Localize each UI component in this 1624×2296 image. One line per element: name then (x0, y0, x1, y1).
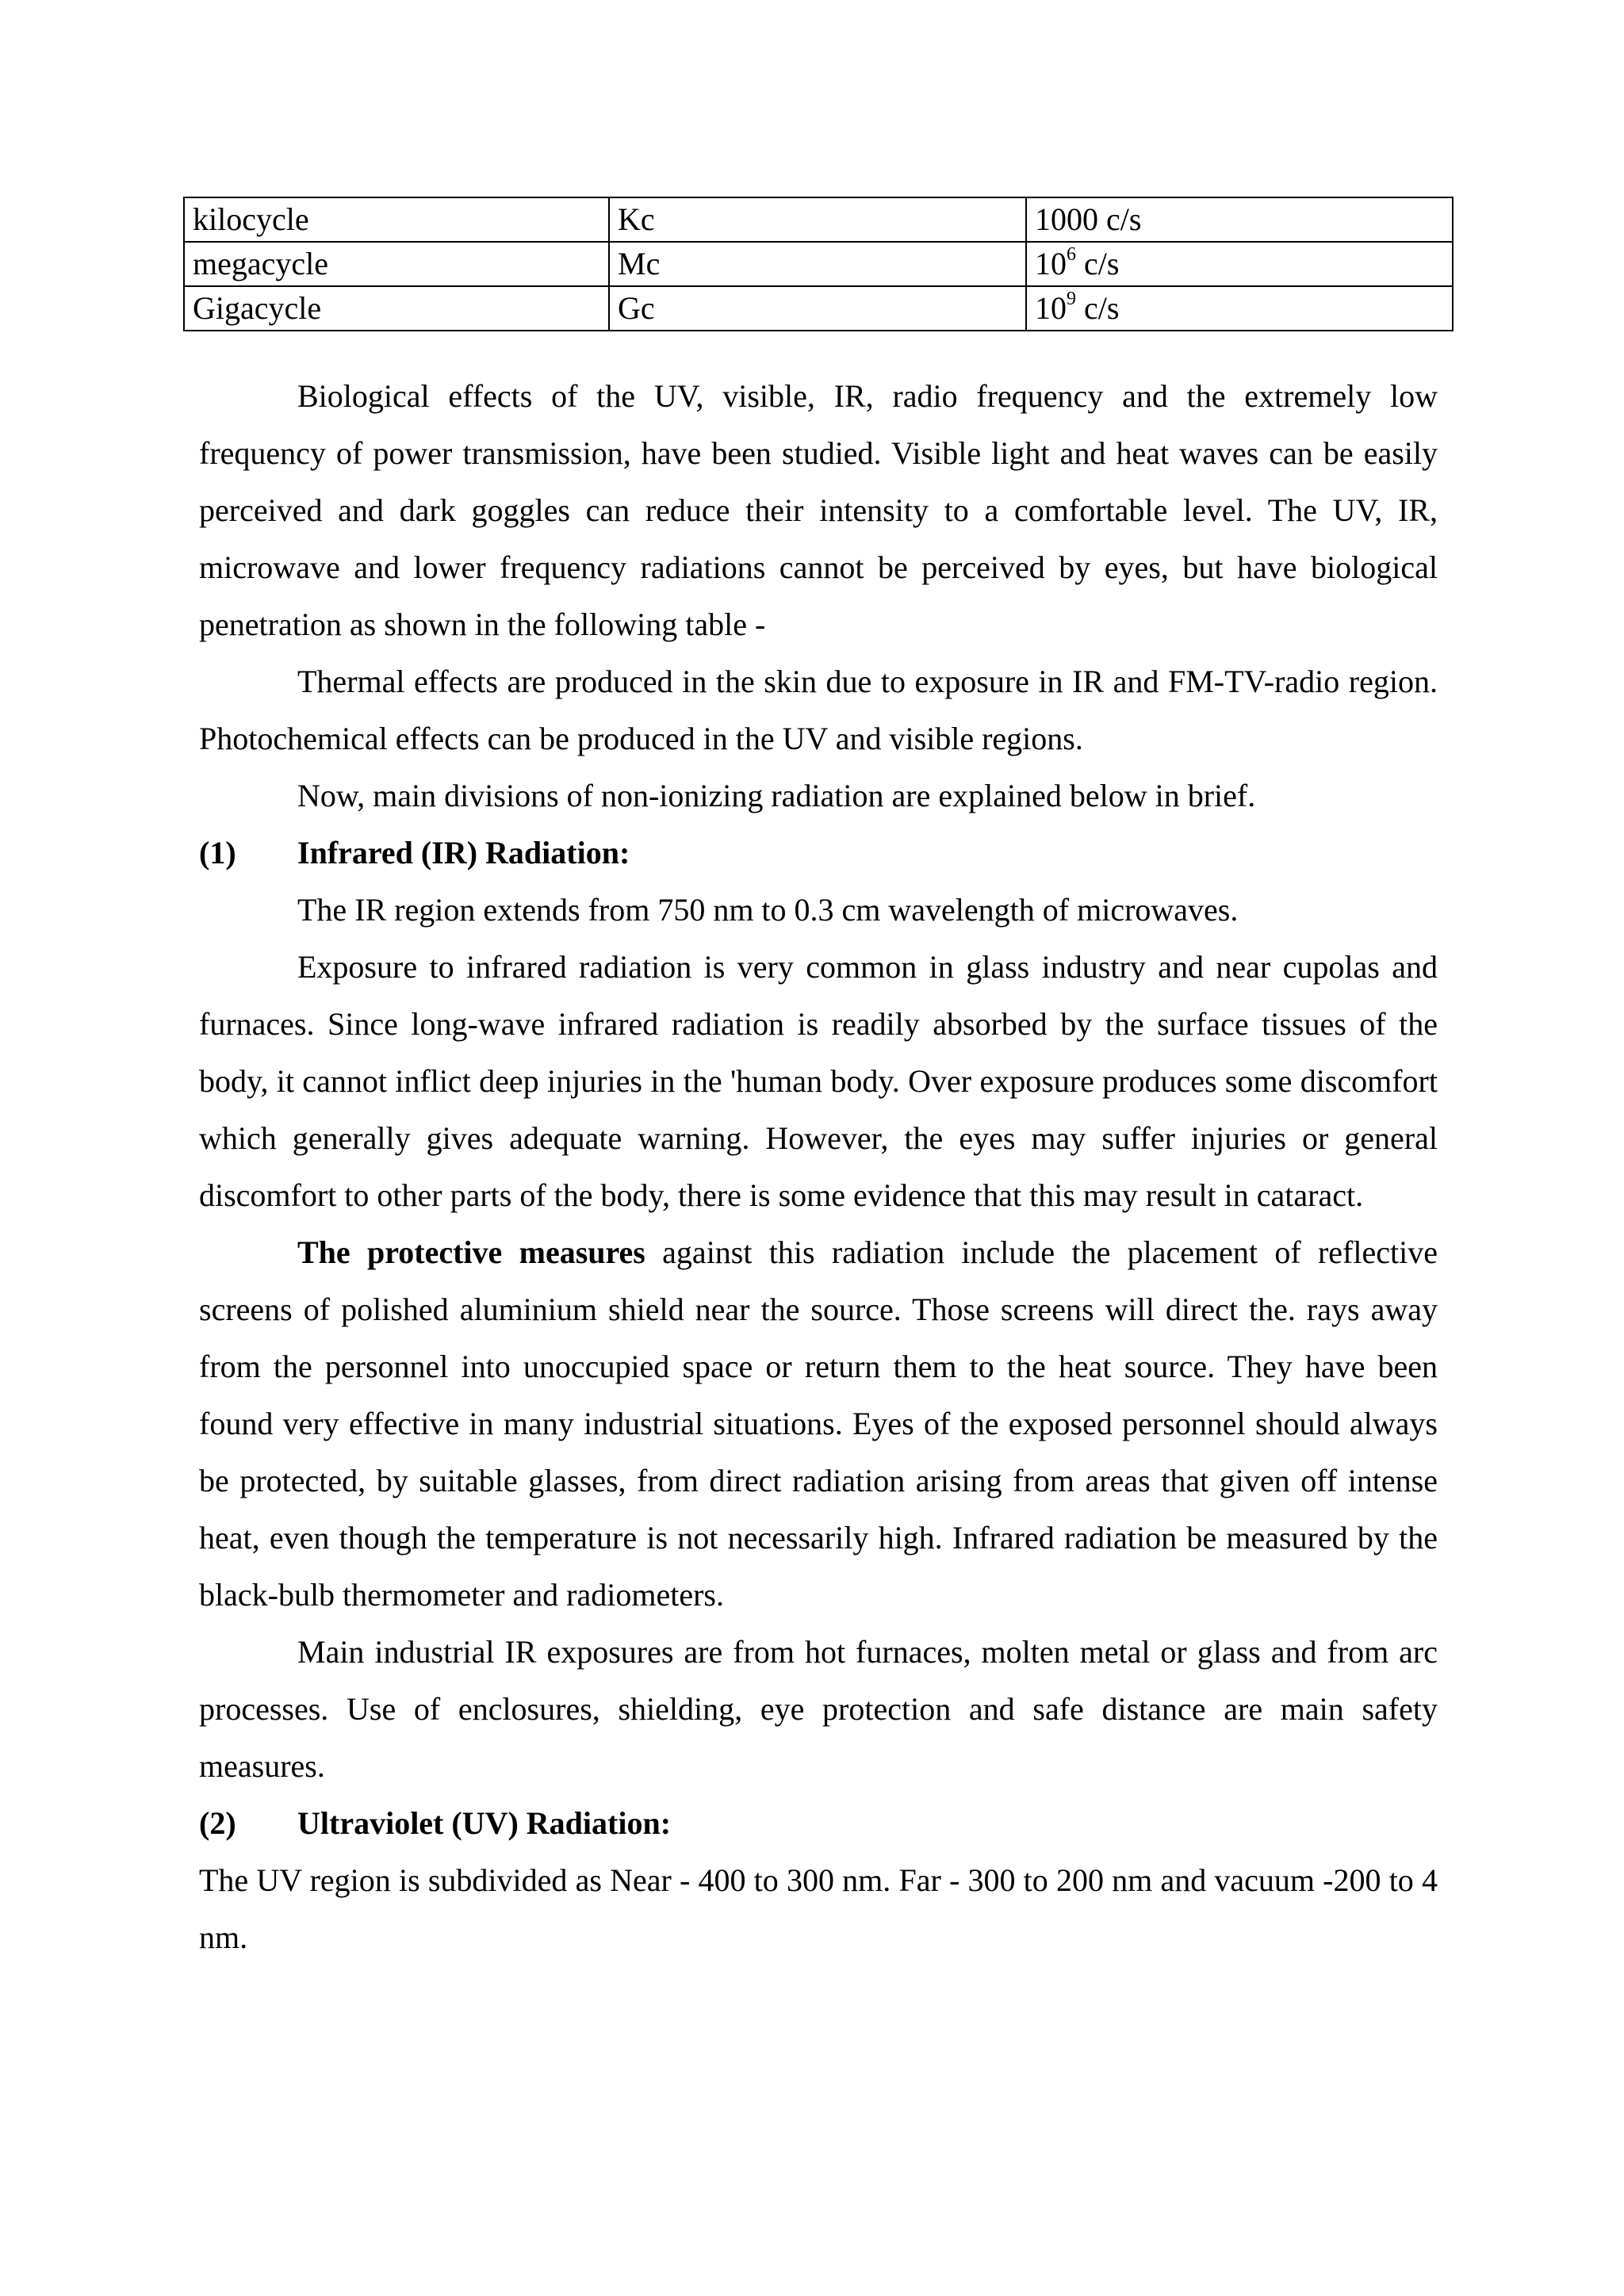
table-row (184, 197, 1453, 242)
section-heading-infrared (199, 825, 1438, 882)
table-row (184, 242, 1453, 286)
value-exponent: 9 (1067, 289, 1076, 309)
section-heading-ultraviolet (199, 1795, 1438, 1852)
section-number: (1) (199, 835, 236, 871)
paragraph-thermal-effects: Thermal effects are produced in the skin due to exposure in IR and FM-TV-radio region. Photochemical effects can be produced in the UV and visible regions. (199, 664, 1438, 756)
unit-value-cell (1026, 242, 1453, 286)
unit-symbol-cell: Gc (609, 286, 1026, 331)
section-title: Infrared (IR) Radiation: (297, 835, 630, 871)
paragraph-protective-measures (199, 1224, 1438, 1624)
body-text (199, 368, 1438, 1966)
paragraph-industrial-ir: Main industrial IR exposures are from hot furnaces, molten metal or glass and from arc processes. Use of enclosures, shielding, eye protection and safe distance are main safety measures. (199, 1634, 1438, 1784)
unit-symbol-cell: Mc (609, 242, 1026, 286)
value-unit: c/s (1076, 290, 1120, 326)
unit-value-cell (1026, 286, 1453, 331)
unit-name-cell: kilocycle (184, 197, 609, 242)
value-base: 10 (1035, 290, 1067, 326)
paragraph-ir-exposure: Exposure to infrared radiation is very common in glass industry and near cupolas and furnaces. Since long-wave infrared radiation is readily absorbed by the surface tissues of the body, it cannot inflict deep injuries in the 'human body. Over exposure produces some discomfort which generally gives adequate warning. However, the eyes may suffer injuries or general discomfort to other parts of the body, there is some evidence that this may result in cataract. (199, 949, 1438, 1213)
paragraph-ir-region: The IR region extends from 750 nm to 0.3 cm wavelength of microwaves. (297, 892, 1239, 928)
protective-measures-label: The protective measures (297, 1234, 645, 1270)
protective-measures-text: against this radiation include the placement of reflective screens of polished aluminium shield near the source. Those screens will direct the. rays away from the personnel into unoccupied space or return them to the heat source. They have been found very effective in many industrial situations. Eyes of the exposed personnel should always be protected, by suitable glasses, from direct radiation arising from areas that given off intense heat, even though the temperature is not necessarily high. Infrared radiation be measured by the black-bulb thermometer and radiometers. (199, 1234, 1438, 1613)
value-unit: c/s (1076, 246, 1120, 281)
paragraph-uv-region: The UV region is subdivided as Near - 400 to 300 nm. Far - 300 to 200 nm and vacuum -200 to 4 nm. (199, 1862, 1438, 1955)
unit-symbol-cell: Kc (609, 197, 1026, 242)
value-base: 10 (1035, 246, 1067, 281)
section-number: (2) (199, 1805, 236, 1841)
section-title: Ultraviolet (UV) Radiation: (297, 1805, 672, 1841)
unit-name-cell: megacycle (184, 242, 609, 286)
frequency-unit-table (183, 197, 1454, 331)
paragraph-main-divisions: Now, main divisions of non-ionizing radiation are explained below in brief. (297, 778, 1256, 813)
unit-name-cell: Gigacycle (184, 286, 609, 331)
value-exponent: 6 (1067, 244, 1076, 265)
paragraph-biological-effects: Biological effects of the UV, visible, IR, radio frequency and the extremely low frequency of power transmission, have been studied. Visible light and heat waves can be easily perceived and dark goggles can reduce their intensity to a comfortable level. The UV, IR, microwave and lower frequency radiations cannot be perceived by eyes, but have biological penetration as shown in the following table - (199, 378, 1438, 642)
unit-value-cell: 1000 c/s (1026, 197, 1453, 242)
table-row (184, 286, 1453, 331)
